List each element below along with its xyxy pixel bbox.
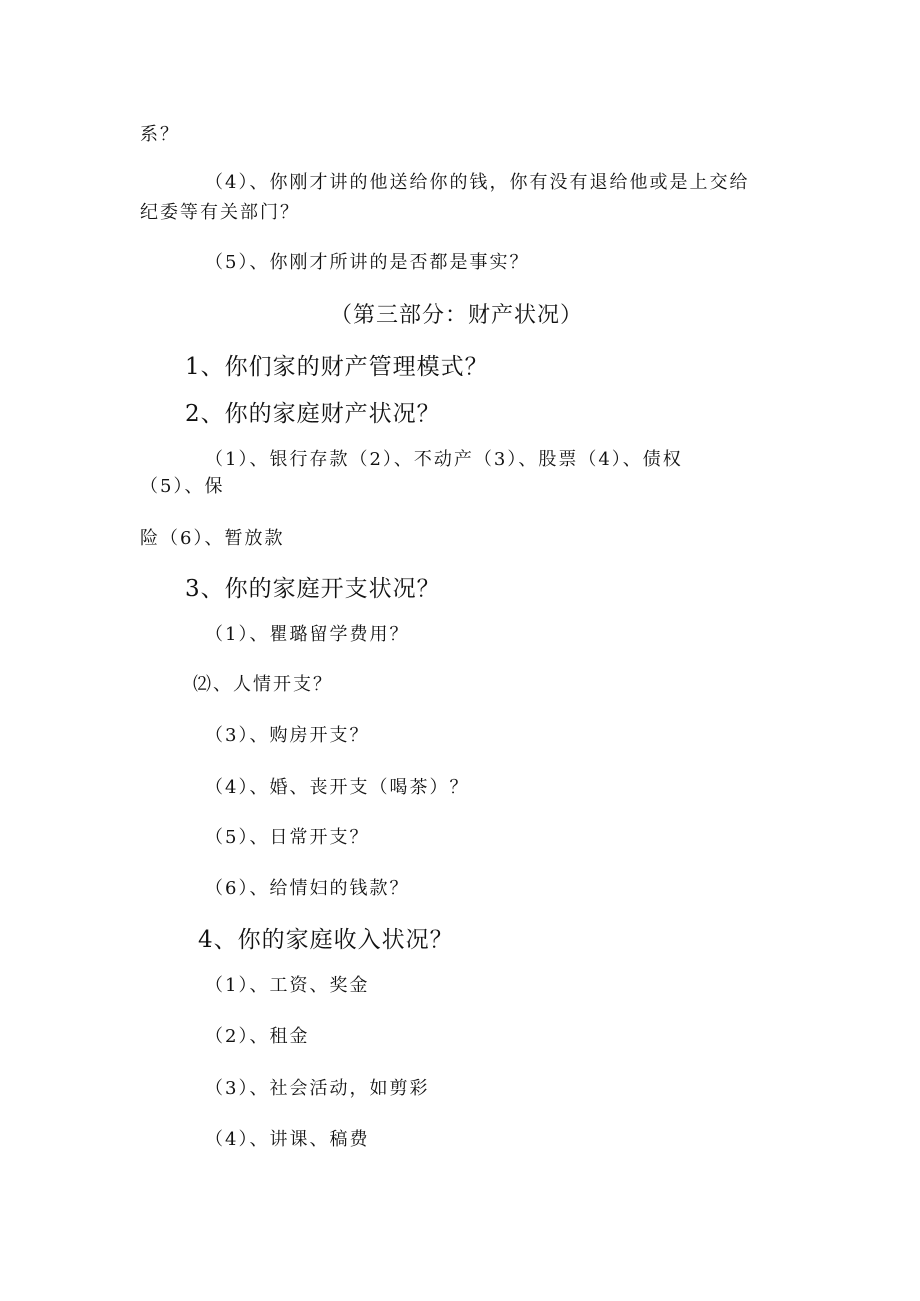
text-line-1: 系？ [140, 124, 180, 145]
text-line-7: 险（6）、暂放款 [140, 528, 285, 549]
text-line-8: （1）、瞿璐留学费用？ [205, 624, 410, 645]
text-line-17: （4）、讲课、稿费 [205, 1129, 370, 1150]
text-line-2: （4）、你刚才讲的他送给你的钱，你有没有退给他或是上交给 [205, 172, 750, 193]
text-line-12: （5）、日常开支？ [205, 827, 370, 848]
text-line-14: （1）、工资、奖金 [205, 975, 370, 996]
text-line-9: ⑵、人情开支？ [193, 674, 333, 695]
text-line-10: （3）、购房开支？ [205, 725, 370, 746]
text-line-15: （2）、租金 [205, 1026, 310, 1047]
question-heading-1: 1、你们家的财产管理模式？ [185, 354, 489, 380]
text-line-4: （5）、你刚才所讲的是否都是事实？ [205, 252, 530, 273]
text-line-13: （6）、给情妇的钱款？ [205, 878, 410, 899]
text-line-3: 纪委等有关部门？ [140, 202, 300, 223]
section-title: （第三部分：财产状况） [330, 303, 584, 328]
question-heading-3: 3、你的家庭开支状况？ [185, 576, 441, 602]
text-line-6: （5）、保 [140, 476, 225, 497]
text-line-11: （4）、婚、丧开支（喝茶）？ [205, 777, 470, 798]
text-line-16: （3）、社会活动，如剪彩 [205, 1078, 430, 1099]
question-heading-2: 2、你的家庭财产状况？ [185, 401, 441, 427]
text-line-5: （1）、银行存款（2）、不动产（3）、股票（4）、债权 [205, 449, 683, 470]
question-heading-4: 4、你的家庭收入状况？ [198, 927, 454, 953]
